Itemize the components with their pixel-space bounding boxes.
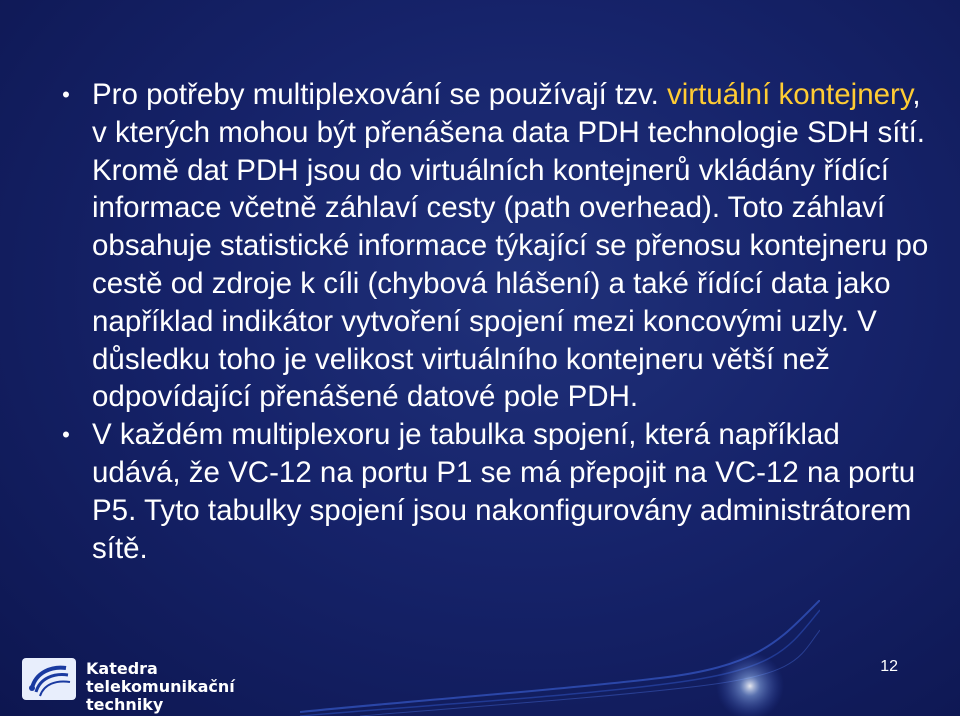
- bullet-1-text-start: Pro potřeby multiplexování se používají tzv.: [92, 78, 667, 111]
- decorative-light-wave: [300, 600, 820, 716]
- logo-line-1: Katedra: [86, 659, 158, 678]
- logo-line-2: telekomunikační techniky: [86, 677, 235, 714]
- department-logo-text: [86, 660, 292, 714]
- bullet-marker: •: [62, 82, 70, 107]
- department-logo: [22, 656, 292, 714]
- bullet-1-highlight: virtuální kontejnery: [666, 78, 913, 111]
- page-number: 12: [880, 658, 898, 675]
- bullet-2-text: V každém multiplexoru je tabulka spojení, která například udává, že VC-12 na portu P1 se má přepojit na VC-12 na portu P5. Tyto tabulky spojení jsou nakonfigurovány administrátorem sítě.: [92, 418, 916, 565]
- bullet-marker: •: [62, 422, 70, 448]
- bullet-item-1: [56, 76, 936, 416]
- bullet-item-2: [56, 416, 936, 567]
- department-logo-icon: [22, 658, 76, 700]
- slide-body: [56, 76, 936, 567]
- bullet-1-text-end: , v kterých mohou být přenášena data PDH technologie SDH sítí. Kromě dat PDH jsou do virtuálních kontejnerů vkládány řídící informace včetně záhlaví cesty (path overhead). Toto záhlaví obsahuje statistické informace týkající se přenosu kontejneru po cestě od zdroje k cíli (chybová hlášení) a také řídící data jako například indikátor vytvoření spojení mezi koncovými uzly. V důsledku toho je velikost virtuálního kontejneru větší než odpovídající přenášené datové pole PDH.: [92, 78, 929, 414]
